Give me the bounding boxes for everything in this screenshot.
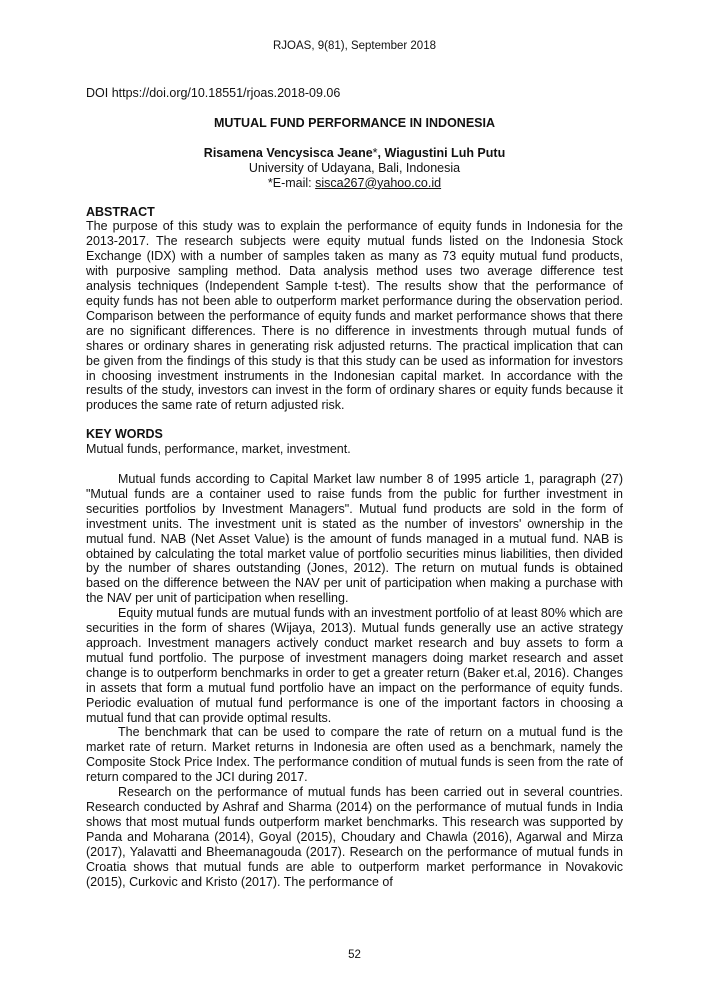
keywords-text: Mutual funds, performance, market, investment. [86, 442, 351, 457]
author-separator: , [377, 145, 385, 160]
doi-line: DOI https://doi.org/10.18551/rjoas.2018-09.06 [86, 86, 341, 100]
author-name: Wiagustini Luh Putu [384, 145, 506, 160]
page-number: 52 [348, 949, 361, 961]
running-header: RJOAS, 9(81), September 2018 [273, 40, 436, 52]
email-line [86, 176, 623, 191]
body-paragraph: Mutual funds according to Capital Market law number 8 of 1995 article 1, paragraph (27) "Mutual funds are a container used to raise funds from the public for further investment in securities portfolios by Investment Managers". Mutual fund products are sold in the form of investment units. The investment unit is stated as the number of investors' ownership in the mutual fund. NAB (Net Asset Value) is the amount of funds managed in a mutual fund. NAB is obtained by calculating the total market value of portfolio securities minus liabilities, then divided by the number of shares outstanding (Jones, 2012). The return on mutual funds is obtained based on the difference between the NAV per unit of participation when making a purchase with the NAV per unit of participation when reselling. [86, 472, 623, 606]
page-body [86, 86, 623, 889]
affiliation: University of Udayana, Bali, Indonesia [248, 160, 461, 175]
email-link[interactable]: sisca267@yahoo.co.id [315, 175, 442, 190]
keywords-heading: KEY WORDS [86, 427, 163, 442]
abstract-text: The purpose of this study was to explain the performance of equity funds in Indonesia for the 2013-2017. The research subjects were equity mutual funds listed on the Indonesia Stock Exchange (IDX) with a number of samples taken as many as 73 equity mutual fund products, with purposive sampling method. Data analysis method uses two average difference test analysis techniques (Independent Sample t-test). The results show that the performance of equity funds has not been able to outperform market performance during the observation period. Comparison between the performance of equity funds and market performance shows that there are no significant differences. There is no difference in investments through mutual funds of shares or ordinary shares in generating risk adjusted returns. The practical implication that can be given from the findings of this study is that this study can be used as information for investors in choosing investment instruments in the Indonesian capital market. In accordance with the results of the study, investors can invest in the form of ordinary shares or equity funds because it produces the same rate of return adjusted risk. [86, 219, 623, 413]
abstract-heading: ABSTRACT [86, 204, 155, 219]
author-line [86, 146, 623, 161]
corresponding-author-marker: * [372, 145, 378, 160]
body-paragraph: The benchmark that can be used to compare the rate of return on a mutual fund is the market rate of return. Market returns in Indonesia are often used as a benchmark, namely the Composite Stock Price Index. The performance condition of mutual funds is seen from the rate of return compared to the JCI during 2017. [86, 725, 623, 785]
body-paragraph: Research on the performance of mutual funds has been carried out in several countries. Research conducted by Ashraf and Sharma (2014) on the performance of mutual funds in India shows that most mutual funds outperform market benchmarks. This research was supported by Panda and Moharana (2014), Goyal (2015), Choudary and Chawla (2016), Agarwal and Mirza (2017), Yalavatti and Bheemanagouda (2017). Research on the performance of mutual funds in Croatia shows that mutual funds are able to outperform market performance in Novakovic (2015), Curkovic and Kristo (2017). The performance of [86, 785, 623, 889]
email-label: *E-mail: [267, 175, 316, 190]
body-paragraph: Equity mutual funds are mutual funds with an investment portfolio of at least 80% which are securities in the form of shares (Wijaya, 2013). Mutual funds generally use an active strategy approach. Investment managers actively conduct market research and buy assets to form a mutual fund portfolio. The purpose of investment managers doing market research and asset change is to outperform benchmarks in order to get a greater return (Baker et.al, 2016). Changes in assets that form a mutual fund portfolio have an impact on the performance of equity funds. Periodic evaluation of mutual fund performance is one of the important factors in choosing a mutual fund that can provide optimal results. [86, 606, 623, 725]
author-name: Risamena Vencysisca Jeane [203, 145, 373, 160]
paper-title: MUTUAL FUND PERFORMANCE IN INDONESIA [213, 115, 496, 130]
